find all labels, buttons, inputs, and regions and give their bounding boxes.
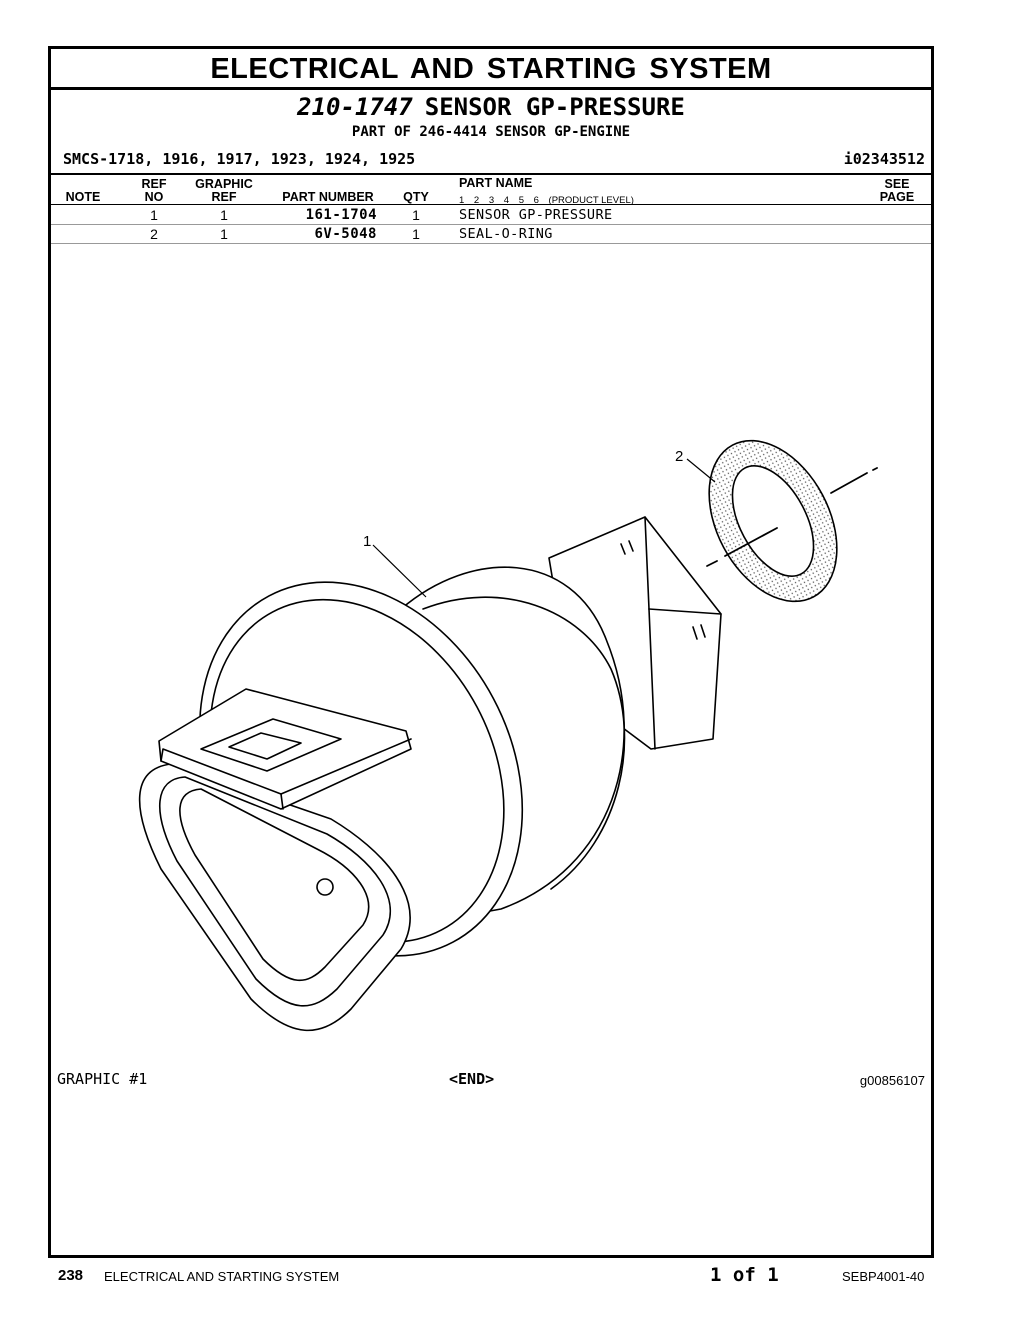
header-ref-no-line2: NO bbox=[144, 190, 164, 204]
callout-1-label: 1 bbox=[363, 533, 372, 550]
graphic-id: g00856107 bbox=[859, 1073, 925, 1088]
header-see-page-line1: SEE bbox=[884, 177, 910, 191]
row-part-number[interactable]: 6V-5048 bbox=[314, 226, 377, 242]
row-ref-no: 2 bbox=[150, 226, 158, 242]
row-qty: 1 bbox=[412, 226, 420, 242]
header-part-name: PART NAME bbox=[459, 176, 533, 190]
o-ring-seal bbox=[683, 419, 863, 623]
page-frame bbox=[48, 46, 934, 1258]
part-of-line: PART OF 246-4414 SENSOR GP-ENGINE bbox=[351, 124, 631, 140]
group-part-number: 210-1747 bbox=[297, 93, 413, 121]
row-graphic-ref: 1 bbox=[220, 226, 228, 242]
row-part-number[interactable]: 161-1704 bbox=[305, 207, 377, 223]
header-note: NOTE bbox=[65, 190, 101, 204]
header-graphic-ref-line1: GRAPHIC bbox=[195, 177, 253, 191]
callout-1 bbox=[363, 533, 426, 597]
section-title: ELECTRICAL AND STARTING SYSTEM bbox=[51, 49, 931, 90]
callout-2 bbox=[675, 448, 715, 482]
header-see-page-line2: PAGE bbox=[879, 190, 915, 204]
row-part-name: SENSOR GP-PRESSURE bbox=[459, 207, 613, 223]
callout-2-label: 2 bbox=[675, 448, 684, 465]
row-part-name: SEAL-O-RING bbox=[459, 226, 553, 242]
smcs-codes: SMCS-1718, 1916, 1917, 1923, 1924, 1925 bbox=[63, 150, 416, 168]
end-marker: <END> bbox=[449, 1070, 495, 1088]
header-qty: QTY bbox=[403, 190, 429, 204]
header-graphic-ref-line2: REF bbox=[211, 190, 237, 204]
header-part-number: PART NUMBER bbox=[282, 190, 374, 204]
product-level-numbers: 1 2 3 4 5 6 bbox=[459, 195, 539, 206]
footer-page-of: 1 of 1 bbox=[710, 1264, 779, 1286]
graphic-label: GRAPHIC #1 bbox=[57, 1070, 148, 1088]
header-ref-no-line1: REF bbox=[141, 177, 167, 191]
row-graphic-ref: 1 bbox=[220, 207, 228, 223]
footer-section: ELECTRICAL AND STARTING SYSTEM bbox=[104, 1269, 340, 1284]
row-qty: 1 bbox=[412, 207, 420, 223]
footer-page-number: 238 bbox=[58, 1267, 84, 1284]
footer-document-number: SEBP4001-40 bbox=[842, 1269, 925, 1284]
parts-drawing bbox=[51, 49, 931, 1249]
illustration-id: i02343512 bbox=[843, 150, 925, 168]
row-ref-no: 1 bbox=[150, 207, 158, 223]
product-level-label: (PRODUCT LEVEL) bbox=[548, 195, 634, 206]
group-name: SENSOR GP-PRESSURE bbox=[424, 93, 685, 121]
